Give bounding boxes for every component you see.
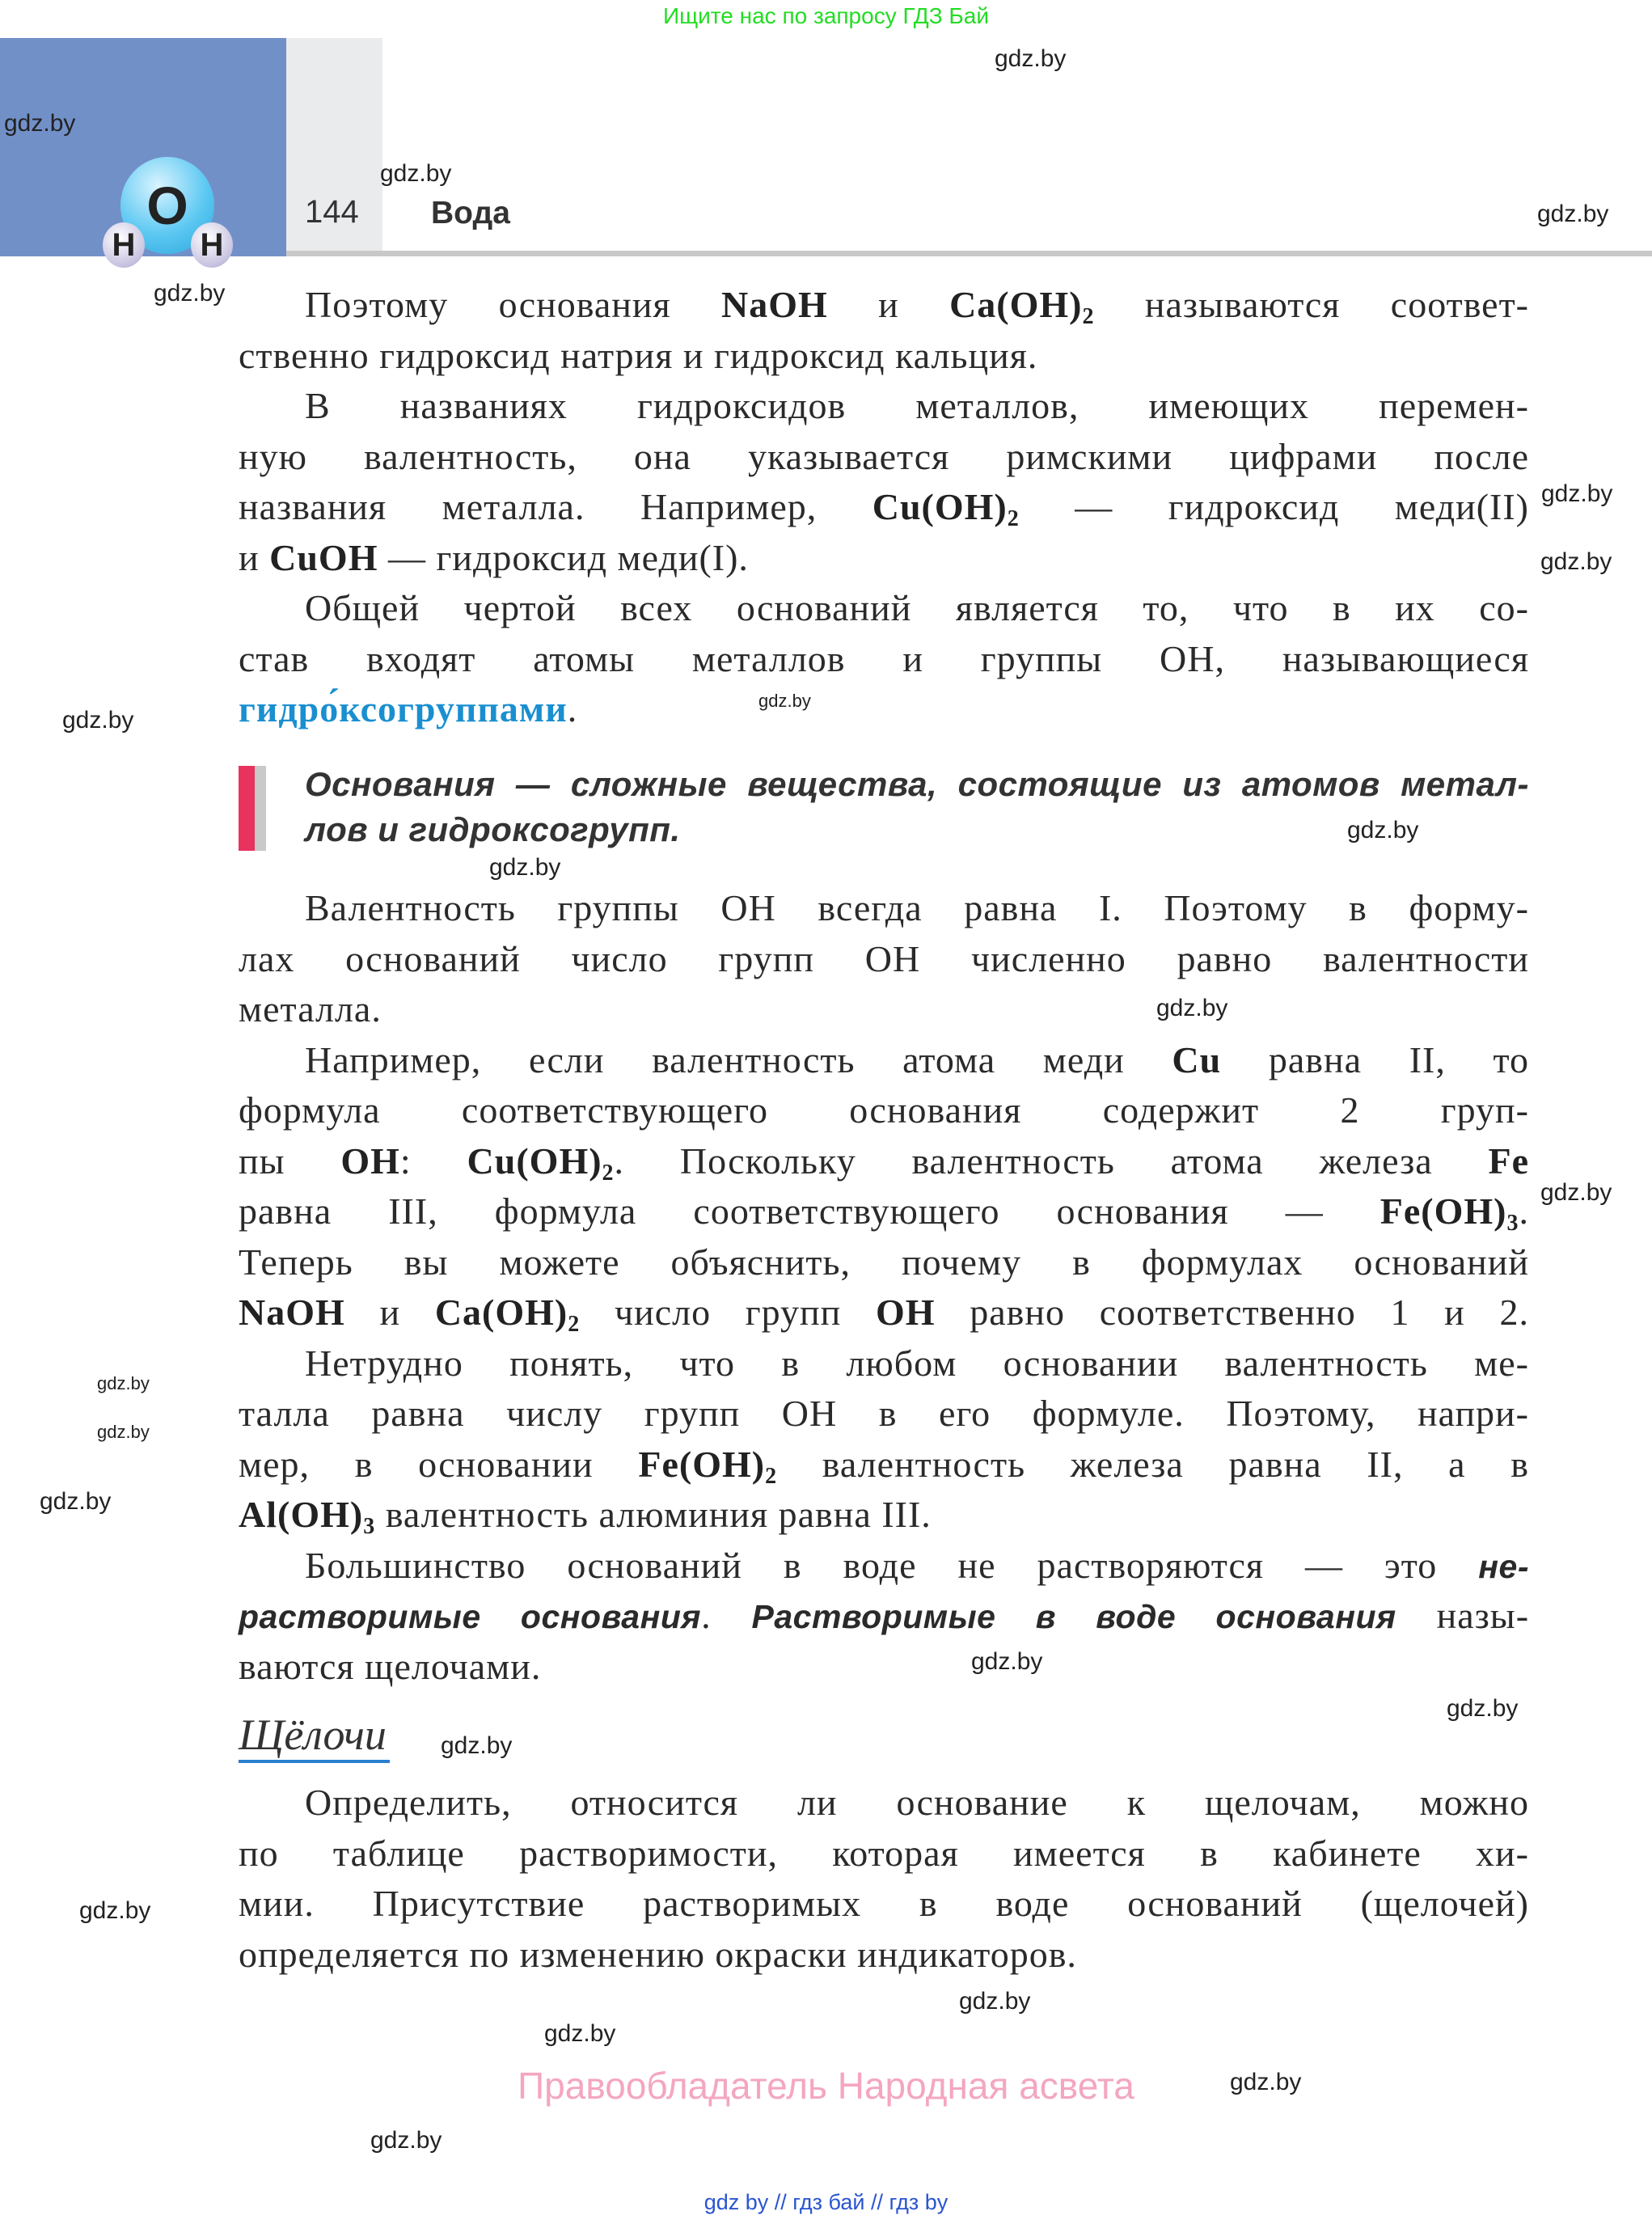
watermark: gdz.by [1347, 817, 1419, 844]
text-line [239, 1186, 1529, 1237]
hydrogen-atom-icon: H [103, 222, 145, 268]
watermark: gdz.by [97, 1422, 150, 1442]
text-run: валентность алюминия равна III. [375, 1494, 932, 1535]
search-hint-banner: Ищите нас по запросу ГДЗ Бай [662, 3, 990, 28]
text-run: число групп [580, 1292, 876, 1333]
text-line [239, 1440, 1529, 1490]
text-line [239, 1829, 1529, 1879]
watermark: gdz.by [154, 280, 226, 307]
emphasis-term: не- [1478, 1547, 1529, 1585]
text-line [239, 1778, 1529, 1829]
text-line [239, 1085, 1529, 1136]
text-run: . [567, 688, 578, 729]
text-block-2 [239, 883, 1529, 1692]
watermark: gdz.by [370, 2127, 442, 2154]
text-line [239, 1642, 541, 1693]
formula-subscript: 2 [1082, 304, 1095, 329]
chemical-formula: $Fe(OH)_3$ [1379, 1190, 1519, 1236]
text-line [239, 1035, 1529, 1086]
watermark: gdz.by [62, 707, 134, 734]
emphasis-term: растворимые основания [239, 1598, 702, 1635]
text-run: ваются щелочами. [239, 1645, 542, 1687]
text-line [239, 583, 1529, 634]
text-run: пы [239, 1139, 341, 1182]
watermark: gdz.by [1156, 995, 1228, 1021]
chemical-formula: $Cu(OH)_2$ [872, 486, 1020, 531]
text-line [239, 1389, 1529, 1440]
text-run: — гидроксид меди(II) [1019, 486, 1529, 527]
text-run: Большинство оснований в воде не растворяются — это [305, 1544, 1479, 1586]
hydrogen-atom-icon: H [191, 222, 233, 268]
chemical-formula: $Cu(OH)_2$ [467, 1139, 615, 1186]
formula-subscript: 2 [1007, 506, 1020, 531]
text-run: . [701, 1595, 752, 1636]
text-run: определяется по изменению окраски индикаторов. [239, 1933, 1077, 1975]
text-run: Поэтому основания [305, 284, 722, 325]
chemical-formula: Cu [1172, 1038, 1222, 1080]
text-run: Валентность группы OH всегда равна I. Поэтому в форму- [305, 887, 1529, 928]
text-run: мер, в основании [239, 1443, 639, 1485]
text-run: Нетрудно понять, что в любом основании валентность ме- [305, 1342, 1529, 1384]
chapter-title: Вода [431, 196, 510, 230]
text-line [239, 280, 1529, 331]
footer-links[interactable]: gdz by // гдз бай // гдз by [703, 2190, 949, 2214]
watermark: gdz.by [995, 45, 1067, 72]
text-run: по таблице растворимости, которая имеется в кабинете хи- [239, 1832, 1529, 1874]
watermark: gdz.by [441, 1732, 513, 1759]
text-line [239, 1136, 1529, 1187]
text-line [239, 634, 1529, 685]
text-run: мии. Присутствие растворимых в воде оснований (щелочей) [239, 1883, 1529, 1924]
watermark: gdz.by [380, 160, 452, 187]
text-line [239, 1879, 1529, 1930]
emphasis-term: Растворимые в воде основания [751, 1598, 1396, 1635]
watermark: gdz.by [79, 1897, 151, 1924]
chemical-formula: $Fe(OH)_2$ [638, 1443, 778, 1489]
text-line [239, 432, 1529, 483]
text-run: ственно гидроксид натрия и гидроксид кальция. [239, 334, 1038, 376]
formula-subscript: 3 [1506, 1211, 1519, 1236]
definition-marker-shadow [255, 766, 266, 851]
formula-subscript: 2 [568, 1312, 581, 1337]
formula-subscript: 2 [602, 1160, 615, 1186]
text-run: Теперь вы можете объяснить, почему в формулах оснований [239, 1241, 1529, 1283]
watermark: gdz.by [1447, 1695, 1519, 1722]
text-line [239, 533, 749, 584]
text-line [239, 331, 1037, 382]
text-run: равна II, то [1221, 1038, 1529, 1080]
text-line [239, 1287, 1529, 1338]
text-line [239, 883, 1529, 934]
chemical-formula: OH [875, 1292, 936, 1333]
chemical-formula: OH [340, 1139, 400, 1182]
definition-line: лов и гидроксогрупп. [305, 810, 681, 848]
text-line [239, 1490, 932, 1541]
text-line [239, 482, 1529, 533]
text-run: . [1519, 1190, 1529, 1232]
text-run: . Поскольку валентность атома железа [614, 1139, 1489, 1182]
chemical-formula: NaOH [721, 284, 828, 325]
text-run: валентность железа равна II, а в [777, 1443, 1529, 1485]
text-block-3 [239, 1778, 1529, 1980]
text-run: Определить, относится ли основание к щелочам, можно [305, 1782, 1529, 1823]
watermark: gdz.by [1537, 201, 1609, 227]
chemical-formula: $Ca(OH)_2$ [434, 1292, 581, 1337]
text-line [239, 1541, 1529, 1592]
text-run: равна III, формула соответствующего основания — [239, 1190, 1380, 1232]
chapter-badge [0, 38, 286, 263]
text-run: равно соответственно 1 и 2. [935, 1292, 1529, 1333]
text-run: Общей чертой всех оснований является то, что в их со- [305, 587, 1529, 628]
header-divider [286, 251, 1652, 256]
text-run: — гидроксид меди(I). [378, 536, 749, 578]
formula-subscript: 3 [363, 1514, 376, 1539]
key-term: гидро́ксогруппами [239, 688, 568, 729]
watermark: gdz.by [959, 1988, 1031, 2015]
text-run: металла. [239, 988, 382, 1030]
text-line [239, 934, 1529, 985]
chemical-formula: $Ca(OH)_2$ [949, 284, 1095, 329]
text-run: талла равна числу групп OH в его формуле. Поэтому, напри- [239, 1393, 1529, 1434]
watermark: gdz.by [97, 1373, 150, 1393]
text-run: названия металла. Например, [239, 486, 872, 527]
definition-box [305, 762, 1529, 852]
definition-marker [239, 766, 255, 851]
definition-line: Основания — сложные вещества, состоящие из атомов метал- [305, 765, 1529, 803]
text-run: став входят атомы металлов и группы OH, называющиеся [239, 637, 1529, 679]
watermark: gdz.by [489, 854, 561, 881]
chemical-formula: CuOH [269, 536, 378, 578]
chemical-formula: NaOH [239, 1292, 345, 1333]
text-run: назы- [1396, 1595, 1530, 1636]
text-line [239, 381, 1529, 432]
watermark: gdz.by [1540, 1179, 1612, 1206]
text-run: лах оснований число групп OH численно равно валентности [239, 937, 1529, 979]
text-line [239, 1237, 1529, 1288]
watermark: gdz.by [544, 2020, 616, 2047]
text-line [239, 1591, 1529, 1642]
text-run: Например, если валентность атома меди [305, 1038, 1172, 1080]
section-heading: Щёлочи [239, 1710, 390, 1763]
page-number: 144 [305, 194, 359, 230]
text-line [239, 1338, 1529, 1389]
text-line [239, 984, 382, 1035]
watermark: gdz.by [40, 1488, 112, 1515]
watermark: gdz.by [1540, 548, 1612, 575]
watermark: gdz.by [1541, 480, 1613, 507]
chemical-formula: Fe [1488, 1139, 1530, 1182]
watermark: gdz.by [971, 1648, 1043, 1675]
watermark: gdz.by [4, 110, 76, 137]
watermark: gdz.by [758, 691, 811, 711]
text-run: и [344, 1292, 435, 1333]
text-run: называются соответ- [1094, 284, 1529, 325]
text-run: В названиях гидроксидов металлов, имеющих перемен- [305, 385, 1529, 426]
text-run: и [239, 536, 270, 578]
copyright-notice: Правообладатель Народная асвета [518, 2065, 1134, 2107]
text-run: формула соответствующего основания содержит 2 груп- [239, 1089, 1529, 1131]
text-run: : [399, 1139, 467, 1182]
text-line [239, 1930, 1077, 1981]
text-line [239, 684, 577, 735]
formula-subscript: 2 [765, 1463, 778, 1489]
text-run: и [827, 284, 950, 325]
text-block-1 [239, 280, 1529, 735]
oxygen-atom-icon: O [120, 157, 214, 254]
text-run: ную валентность, она указывается римскими цифрами после [239, 435, 1529, 477]
chemical-formula: $Al(OH)_3$ [239, 1494, 376, 1539]
watermark: gdz.by [1230, 2069, 1302, 2095]
